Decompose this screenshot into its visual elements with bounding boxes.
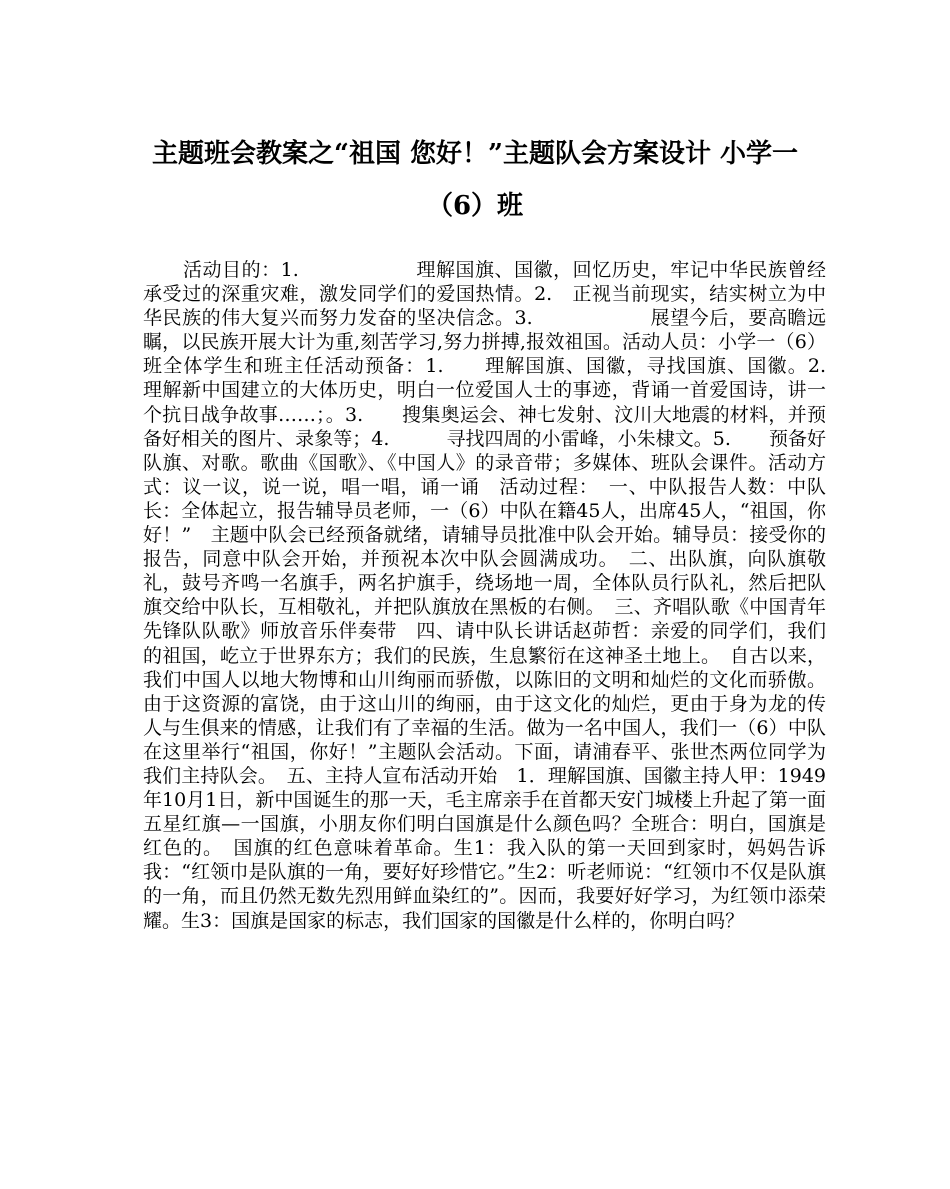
document-title: 主题班会教案之“祖国 您好！”主题队会方案设计 小学一（6）班	[151, 139, 798, 221]
document-body: 活动目的：1. 理解国旗、国徽，回忆历史，牢记中华民族曾经承受过的深重灾难，激发同学们的爱国热情。2. 正视当前现实，结实树立为中华民族的伟大复兴而努力发奋的坚决信念。3. 展望今后，要高瞻远瞩，以民族开展大计为重,刻苦学习,努力拼搏,报效祖国。活动人员：小学一（6）班全体学生和班主任活动预备：1. 理解国旗、国徽，寻找国旗、国徽。2. 理解新中国建立的大体历史，明白一位爱国人士的事迹，背诵一首爱国诗，讲一个抗日战争故事……；。3. 搜集奥运会、神七发射、汶川大地震的材料，并预备好相关的图片、录象等；4. 寻找四周的小雷峰，小朱棣文。5. 预备好队旗、对歌。歌曲《国歌》、《中国人》的录音带；多媒体、班队会课件。活动方式：议一议，说一说，唱一唱，诵一诵 活动过程： 一、中队报告人数：中队长：全体起立，报告辅导员老师，一（6）中队在籍45人，出席45人，“祖国，你好！” 主题中队会已经预备就绪，请辅导员批准中队会开始。辅导员：接受你的报告，同意中队会开始，并预祝本次中队会圆满成功。 二、出队旗，向队旗敬礼，鼓号齐鸣一名旗手，两名护旗手，绕场地一周，全体队员行队礼，然后把队旗交给中队长，互相敬礼，并把队旗放在黑板的右侧。 三、齐唱队歌《中国青年先锋队队歌》师放音乐伴奏带 四、请中队长讲话赵茆哲：亲爱的同学们，我们的祖国，屹立于世界东方；我们的民族，生息繁衍在这神圣土地上。 自古以来，我们中国人以地大物博和山川绚丽而骄傲，以陈旧的文明和灿烂的文化而骄傲。由于这资源的富饶，由于这山川的绚丽，由于这文化的灿烂，更由于身为龙的传人与生俱来的情感，让我们有了幸福的生活。做为一名中国人，我们一（6）中队在这里举行“祖国，你好！”主题队会活动。下面，请浦春平、张世杰两位同学为我们主持队会。 五、主持人宣布活动开始 1．理解国旗、国徽主持人甲：1949年10月1日，新中国诞生的那一天，毛主席亲手在首都天安门城楼上升起了第一面五星红旗—一国旗，小朋友你们明白国旗是什么颜色吗？全班合：明白，国旗是红色的。 国旗的红色意味着革命。生1：我入队的第一天回到家时，妈妈告诉我：“红领巾是队旗的一角，要好好珍惜它。”生2：听老师说：“红领巾不仅是队旗的一角，而且仍然无数先烈用鲜血染红的”。因而，我要好好学习，为红领巾添荣耀。生3：国旗是国家的标志，我们国家的国徽是什么样的，你明白吗？	[143, 259, 865, 932]
